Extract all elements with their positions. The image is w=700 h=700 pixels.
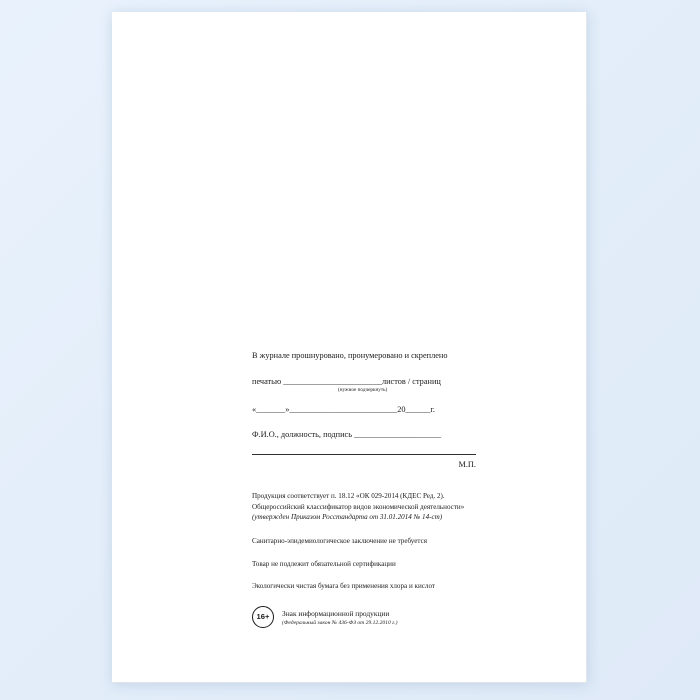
- okved-line-2: Общероссийский классификатор видов экономической деятельности»: [252, 502, 465, 511]
- age-rating-icon: 16+: [252, 606, 274, 628]
- age-mark-law: (Федеральный закон № 436-ФЗ от 29.12.2010 г.): [282, 619, 398, 626]
- signature-rule: [252, 453, 476, 455]
- sanitary-note: Санитарно-эпидемиологическое заключение не требуется: [252, 536, 428, 545]
- underline-hint: (нужное подчеркнуть): [338, 387, 388, 394]
- document-page: [112, 12, 587, 683]
- print-blank: _________________________: [283, 377, 382, 387]
- print-label: печатью: [252, 377, 284, 387]
- fio-label: Ф.И.О., должность, подпись: [252, 430, 355, 440]
- date-line: «_______»__________________________20______г.: [252, 405, 435, 415]
- print-sheets-row: [252, 376, 512, 393]
- certification-block: [252, 491, 512, 592]
- stamp-place-label: М.П.: [458, 460, 476, 470]
- age-mark-row: [252, 606, 512, 628]
- fio-blank: ______________________: [354, 430, 441, 440]
- certification-note: Товар не подлежит обязательной сертификации: [252, 559, 396, 568]
- binding-statement-line: В журнале прошнуровано, пронумеровано и скреплено: [252, 351, 448, 360]
- sheets-pages-label: листов / страниц: [381, 377, 441, 387]
- okved-line-3: (утвержден Приказом Росстандарта от 31.01.2014 № 14-ст): [252, 513, 443, 522]
- age-mark-title: Знак информационной продукции: [282, 608, 390, 618]
- age-mark-text: [282, 606, 398, 626]
- eco-paper-note: Экологически чистая бумага без применения хлора и кислот: [252, 582, 436, 591]
- page-content: [252, 350, 512, 628]
- fio-line: [252, 429, 512, 441]
- okved-line-1: Продукция соответствует п. 18.12 «ОК 029-2014 (КДЕС Ред. 2).: [252, 492, 445, 501]
